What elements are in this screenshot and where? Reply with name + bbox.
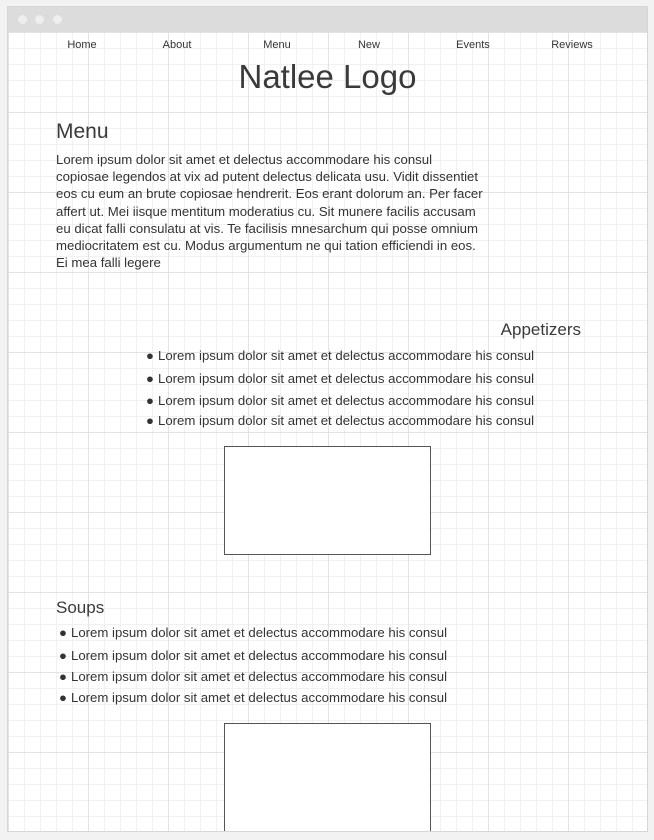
window-minimize-dot[interactable] [35, 15, 44, 24]
list-item [146, 393, 534, 408]
list-item-text: Lorem ipsum dolor sit amet et delectus accommodare his consul [71, 648, 448, 663]
bullet-icon: ● [59, 690, 67, 705]
appetizers-image-placeholder [224, 446, 431, 555]
menu-intro-text: Lorem ipsum dolor sit amet et delectus accommodare his consul copiosae legendos at vix ad putent delectus delicata usu. Vidit dissentiet eos cu eum an brute copiosae hendrerit. Eos erant dolorum an. Per facer affert ut. Mei iisque mentitum moderatius cu. Sit munere facilis accusam eu dicat falli consulatu at vis. Te facilisis mnesarchum qui posse omnium mediocritatem est cu. Modus argumentum ne qui tation efficiendi in eos. Ei mea falli legere [56, 152, 483, 271]
list-item [59, 690, 447, 705]
bullet-icon: ● [59, 669, 67, 684]
list-item [146, 348, 534, 363]
top-nav [8, 39, 647, 53]
list-item-text: Lorem ipsum dolor sit amet et delectus accommodare his consul [71, 625, 448, 640]
appetizers-heading: Appetizers [500, 320, 581, 339]
nav-item-new[interactable]: New [357, 39, 381, 51]
bullet-icon: ● [146, 348, 154, 363]
bullet-icon: ● [146, 371, 154, 386]
browser-window [7, 6, 648, 832]
bullet-icon: ● [59, 625, 67, 640]
menu-heading: Menu [56, 120, 109, 143]
window-close-dot[interactable] [18, 15, 27, 24]
list-item [59, 625, 447, 640]
list-item-text: Lorem ipsum dolor sit amet et delectus accommodare his consul [71, 690, 448, 705]
list-item-text: Lorem ipsum dolor sit amet et delectus accommodare his consul [158, 371, 535, 386]
window-maximize-dot[interactable] [53, 15, 62, 24]
nav-item-events[interactable]: Events [456, 39, 490, 51]
site-logo[interactable]: Natlee Logo [238, 58, 417, 95]
list-item-text: Lorem ipsum dolor sit amet et delectus accommodare his consul [158, 348, 535, 363]
soups-heading: Soups [56, 598, 105, 617]
bullet-icon: ● [59, 648, 67, 663]
nav-item-menu[interactable]: Menu [263, 39, 291, 51]
list-item [59, 669, 447, 684]
list-item [146, 413, 534, 428]
list-item-text: Lorem ipsum dolor sit amet et delectus accommodare his consul [71, 669, 448, 684]
page-canvas [8, 32, 647, 831]
list-item-text: Lorem ipsum dolor sit amet et delectus accommodare his consul [158, 413, 535, 428]
window-titlebar [8, 7, 647, 32]
nav-item-reviews[interactable]: Reviews [551, 39, 593, 51]
list-item-text: Lorem ipsum dolor sit amet et delectus accommodare his consul [158, 393, 535, 408]
list-item [59, 648, 447, 663]
bullet-icon: ● [146, 393, 154, 408]
list-item [146, 371, 534, 386]
nav-item-about[interactable]: About [162, 39, 192, 51]
nav-item-home[interactable]: Home [67, 39, 97, 51]
soups-image-placeholder [224, 723, 431, 832]
bullet-icon: ● [146, 413, 154, 428]
